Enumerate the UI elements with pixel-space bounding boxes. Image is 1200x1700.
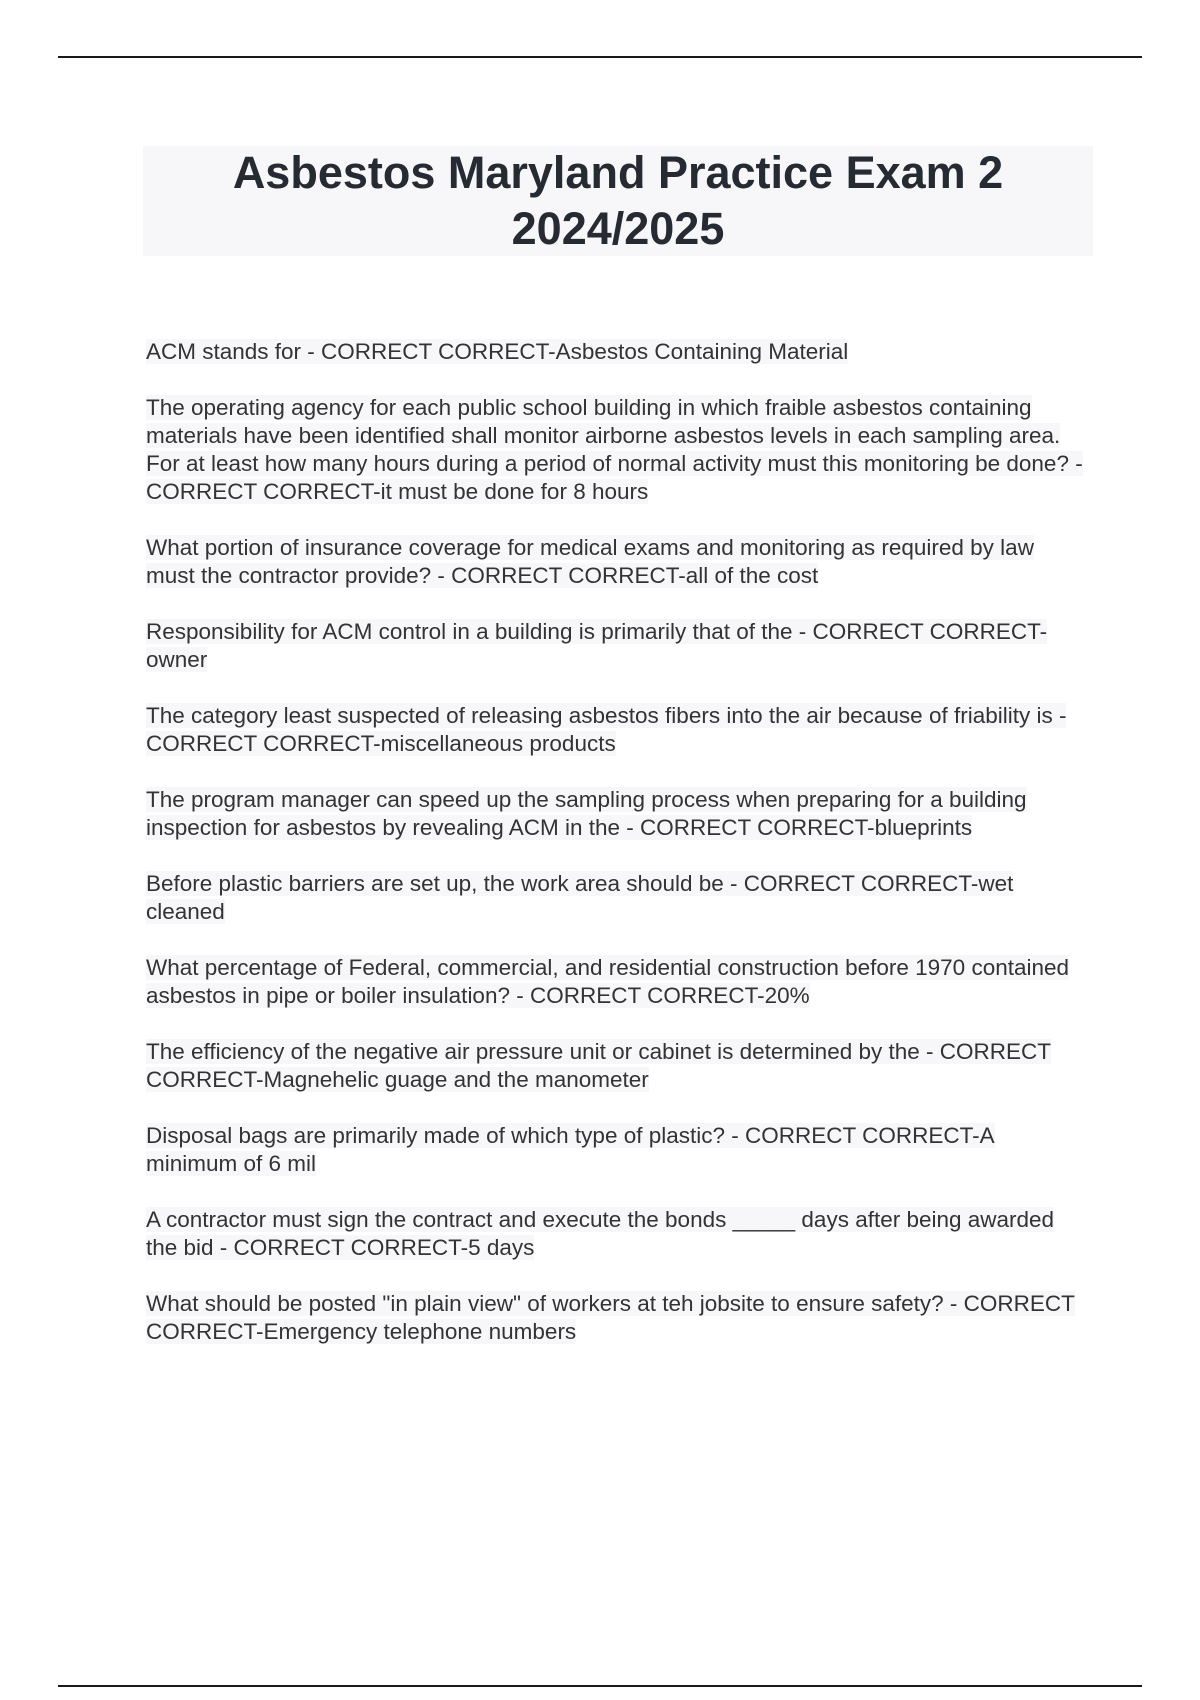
question-item xyxy=(146,1122,1086,1178)
title-banner xyxy=(143,146,1093,256)
question-text: Before plastic barriers are set up, the work area should be - CORRECT CORRECT-wet cleaned xyxy=(146,871,1014,924)
top-divider xyxy=(58,56,1142,58)
question-item xyxy=(146,786,1086,842)
document-title: Asbestos Maryland Practice Exam 2 2024/2025 xyxy=(232,147,1004,254)
question-text: ACM stands for - CORRECT CORRECT-Asbestos Containing Material xyxy=(146,339,849,364)
question-text: What percentage of Federal, commercial, and residential construction before 1970 contained asbestos in pipe or boiler insulation? - CORRECT CORRECT-20% xyxy=(146,955,1070,1008)
question-item xyxy=(146,702,1086,758)
question-item xyxy=(146,870,1086,926)
question-text: Disposal bags are primarily made of which type of plastic? - CORRECT CORRECT-A minimum of 6 mil xyxy=(146,1123,995,1176)
question-item xyxy=(146,954,1086,1010)
question-text: A contractor must sign the contract and execute the bonds _____ days after being awarded the bid - CORRECT CORRECT-5 days xyxy=(146,1207,1055,1260)
question-item xyxy=(146,1038,1086,1094)
question-text: The operating agency for each public school building in which fraible asbestos containing materials have been identified shall monitor airborne asbestos levels in each sampling area. For at least how many hours during a period of normal activity must this monitoring be done? - CORRECT CORRECT-it must be done for 8 hours xyxy=(146,395,1083,504)
question-item xyxy=(146,534,1086,590)
question-text: The efficiency of the negative air pressure unit or cabinet is determined by the - CORRECT CORRECT-Magnehelic guage and the manometer xyxy=(146,1039,1052,1092)
question-item xyxy=(146,1290,1086,1346)
question-item xyxy=(146,338,1086,366)
question-text: The category least suspected of releasing asbestos fibers into the air because of friability is - CORRECT CORRECT-miscellaneous products xyxy=(146,703,1067,756)
bottom-divider xyxy=(58,1685,1142,1687)
question-item xyxy=(146,1206,1086,1262)
question-text: The program manager can speed up the sampling process when preparing for a building inspection for asbestos by revealing ACM in the - CORRECT CORRECT-blueprints xyxy=(146,787,1027,840)
question-text: What portion of insurance coverage for medical exams and monitoring as required by law must the contractor provide? - CORRECT CORRECT-all of the cost xyxy=(146,535,1034,588)
question-text: What should be posted "in plain view" of workers at teh jobsite to ensure safety? - CORRECT CORRECT-Emergency telephone numbers xyxy=(146,1291,1075,1344)
question-text: Responsibility for ACM control in a building is primarily that of the - CORRECT CORRECT-owner xyxy=(146,619,1048,672)
question-item xyxy=(146,618,1086,674)
question-item xyxy=(146,394,1086,506)
question-list xyxy=(146,338,1086,1374)
